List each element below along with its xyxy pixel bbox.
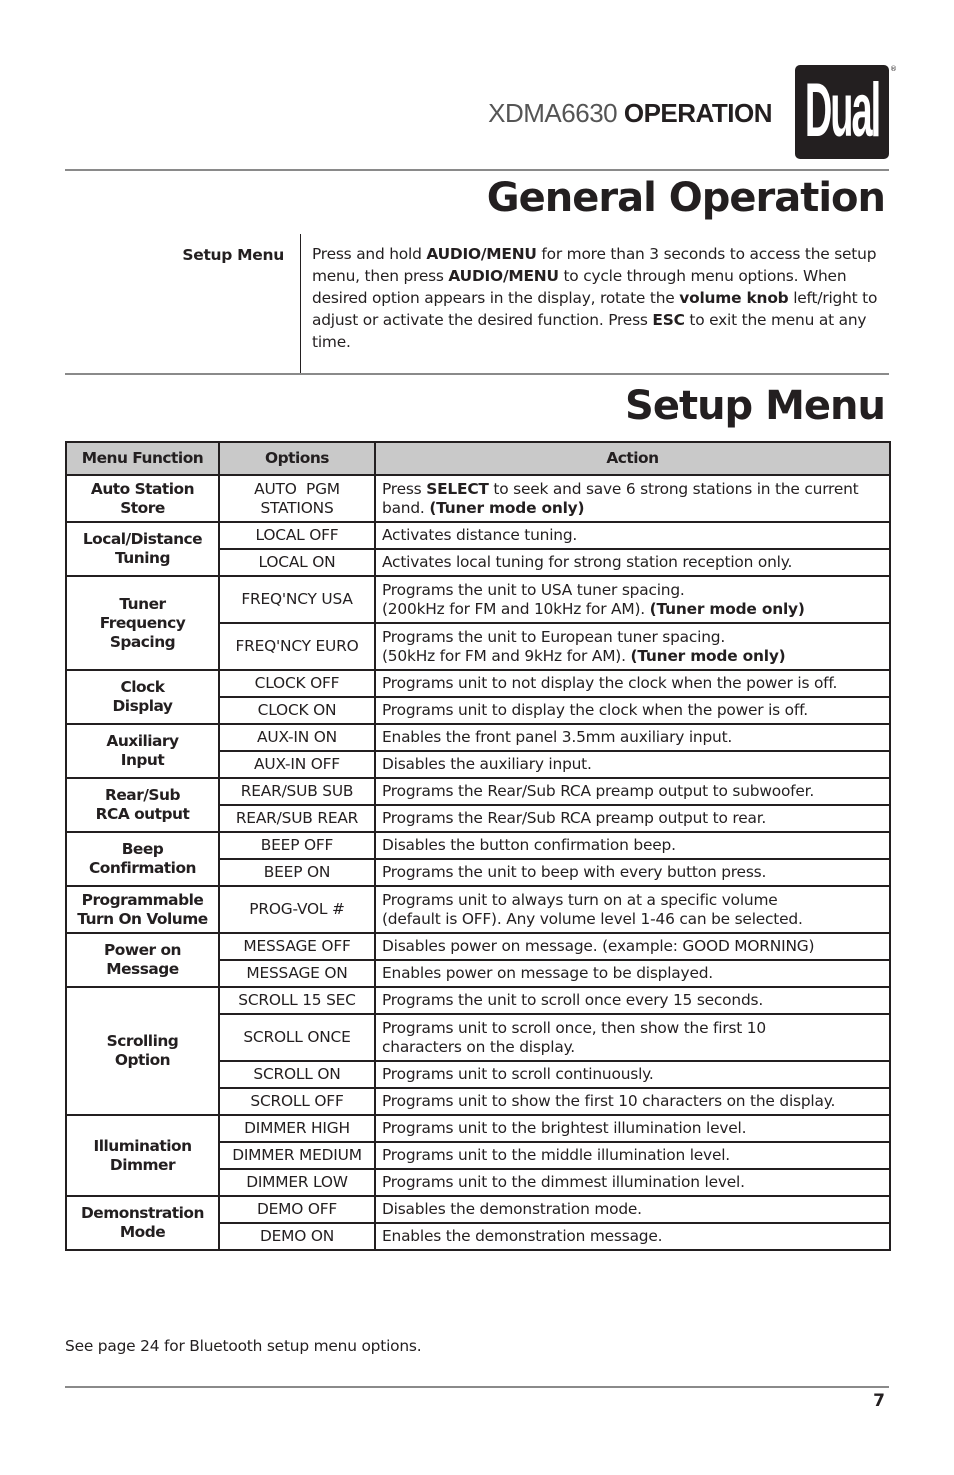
option-cell: FREQ'NCY USA <box>219 576 375 623</box>
action-cell: Press SELECT to seek and save 6 strong stations in the current band. (Tuner mode only) <box>375 475 890 522</box>
menu-function-cell: Illumination Dimmer <box>66 1115 219 1196</box>
option-cell: SCROLL ONCE <box>219 1014 375 1061</box>
option-cell: AUX-IN ON <box>219 724 375 751</box>
option-cell: DIMMER MEDIUM <box>219 1142 375 1169</box>
table-row <box>66 475 890 522</box>
table-row <box>66 1115 890 1142</box>
action-cell: Enables power on message to be displayed. <box>375 960 890 987</box>
action-cell: Disables the demonstration mode. <box>375 1196 890 1223</box>
option-cell: MESSAGE OFF <box>219 933 375 960</box>
action-cell: Programs unit to the dimmest illumination level. <box>375 1169 890 1196</box>
registered-mark: ® <box>890 65 897 73</box>
action-cell: Programs the unit to scroll once every 15 seconds. <box>375 987 890 1014</box>
dual-logo <box>795 65 889 159</box>
document-header <box>488 98 772 129</box>
footer-rule <box>65 1386 889 1388</box>
table-row <box>66 987 890 1014</box>
setup-menu-label: Setup Menu <box>182 246 284 264</box>
model-number: XDMA6630 <box>488 98 618 128</box>
action-cell: Activates local tuning for strong station reception only. <box>375 549 890 576</box>
menu-function-cell: Demonstration Mode <box>66 1196 219 1250</box>
option-cell: SCROLL 15 SEC <box>219 987 375 1014</box>
table-row <box>66 1196 890 1223</box>
action-cell: Programs unit to display the clock when the power is off. <box>375 697 890 724</box>
menu-function-cell: Power on Message <box>66 933 219 987</box>
table-row <box>66 933 890 960</box>
option-cell: FREQ'NCY EURO <box>219 623 375 670</box>
menu-function-cell: Rear/Sub RCA output <box>66 778 219 832</box>
action-cell: Disables the button confirmation beep. <box>375 832 890 859</box>
menu-function-cell: Tuner Frequency Spacing <box>66 576 219 670</box>
option-cell: PROG-VOL # <box>219 886 375 933</box>
option-cell: DIMMER LOW <box>219 1169 375 1196</box>
option-cell: SCROLL ON <box>219 1061 375 1088</box>
page-number: 7 <box>873 1391 885 1411</box>
action-cell: Enables the demonstration message. <box>375 1223 890 1250</box>
option-cell: DEMO OFF <box>219 1196 375 1223</box>
menu-function-cell: Clock Display <box>66 670 219 724</box>
menu-function-cell: Local/Distance Tuning <box>66 522 219 576</box>
action-cell: Programs the unit to European tuner spacing. (50kHz for FM and 9kHz for AM). (Tuner mode only) <box>375 623 890 670</box>
option-cell: LOCAL ON <box>219 549 375 576</box>
action-cell: Programs unit to show the first 10 characters on the display. <box>375 1088 890 1115</box>
option-cell: REAR/SUB REAR <box>219 805 375 832</box>
action-cell: Programs the unit to beep with every button press. <box>375 859 890 886</box>
intro-divider <box>300 234 301 373</box>
action-cell: Disables power on message. (example: GOOD MORNING) <box>375 933 890 960</box>
action-cell: Programs unit to the brightest illumination level. <box>375 1115 890 1142</box>
table-row <box>66 670 890 697</box>
section-rule <box>65 373 889 375</box>
action-cell: Programs unit to scroll once, then show the first 10 characters on the display. <box>375 1014 890 1061</box>
column-header-action: Action <box>375 442 890 475</box>
option-cell: CLOCK ON <box>219 697 375 724</box>
table-row <box>66 576 890 623</box>
table-row <box>66 724 890 751</box>
action-cell: Programs the Rear/Sub RCA preamp output to rear. <box>375 805 890 832</box>
action-cell: Programs unit to always turn on at a specific volume (default is OFF). Any volume level 1-46 can be selected. <box>375 886 890 933</box>
header-rule <box>65 169 889 171</box>
table-header-row <box>66 442 890 475</box>
option-cell: LOCAL OFF <box>219 522 375 549</box>
option-cell: DIMMER HIGH <box>219 1115 375 1142</box>
action-cell: Programs the unit to USA tuner spacing. (200kHz for FM and 10kHz for AM). (Tuner mode only) <box>375 576 890 623</box>
menu-function-cell: Beep Confirmation <box>66 832 219 886</box>
action-cell: Programs unit to not display the clock when the power is off. <box>375 670 890 697</box>
option-cell: SCROLL OFF <box>219 1088 375 1115</box>
option-cell: AUTO PGM STATIONS <box>219 475 375 522</box>
option-cell: BEEP ON <box>219 859 375 886</box>
setup-menu-description: Press and hold AUDIO/MENU for more than 3 seconds to access the setup menu, then press AUDIO/MENU to cycle through menu options. When desired option appears in the display, rotate the volume knob left/right to adjust or activate the desired function. Press ESC to exit the menu at any time. <box>312 245 878 351</box>
setup-menu-table <box>65 441 891 1251</box>
menu-function-cell: Auxiliary Input <box>66 724 219 778</box>
general-operation-heading: General Operation <box>486 175 885 221</box>
menu-function-cell: Programmable Turn On Volume <box>66 886 219 933</box>
option-cell: BEEP OFF <box>219 832 375 859</box>
menu-function-cell: Auto Station Store <box>66 475 219 522</box>
table-row <box>66 886 890 933</box>
action-cell: Programs unit to the middle illumination level. <box>375 1142 890 1169</box>
option-cell: CLOCK OFF <box>219 670 375 697</box>
action-cell: Programs unit to scroll continuously. <box>375 1061 890 1088</box>
option-cell: REAR/SUB SUB <box>219 778 375 805</box>
menu-function-cell: Scrolling Option <box>66 987 219 1115</box>
action-cell: Programs the Rear/Sub RCA preamp output to subwoofer. <box>375 778 890 805</box>
logo-wordmark: Dual <box>804 70 880 154</box>
column-header-menu-function: Menu Function <box>66 442 219 475</box>
setup-menu-heading: Setup Menu <box>625 383 885 429</box>
table-row <box>66 522 890 549</box>
column-header-options: Options <box>219 442 375 475</box>
option-cell: DEMO ON <box>219 1223 375 1250</box>
action-cell: Activates distance tuning. <box>375 522 890 549</box>
table-row <box>66 832 890 859</box>
bluetooth-footnote: See page 24 for Bluetooth setup menu options. <box>65 1337 422 1355</box>
header-operation: OPERATION <box>623 98 772 128</box>
option-cell: AUX-IN OFF <box>219 751 375 778</box>
action-cell: Disables the auxiliary input. <box>375 751 890 778</box>
option-cell: MESSAGE ON <box>219 960 375 987</box>
table-row <box>66 778 890 805</box>
action-cell: Enables the front panel 3.5mm auxiliary input. <box>375 724 890 751</box>
setup-table-body <box>66 475 890 1250</box>
